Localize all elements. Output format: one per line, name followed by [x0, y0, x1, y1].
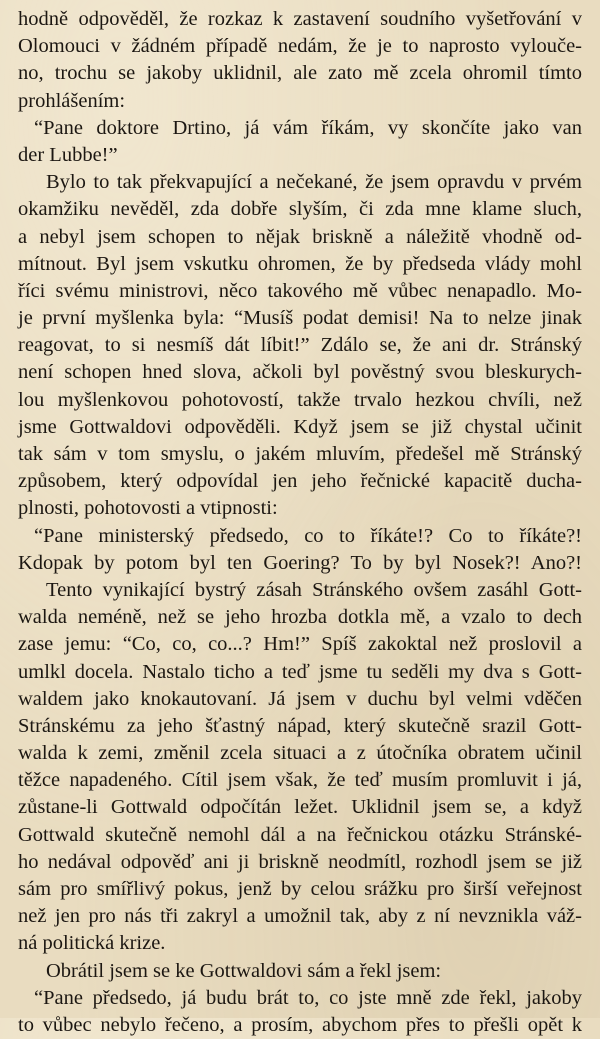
text-line: ho nedával odpověď ani ji briskně neodmítl, rozhodl jsem se již [18, 850, 582, 873]
text-line: než jen pro nás tři zakryl a umožnil tak, aby z ní nevznikla váž- [18, 905, 582, 928]
text-line: okamžiku nevěděl, zda dobře slyším, či zda mne klame sluch, [18, 198, 582, 221]
text-line: Olomouci v žádném případě nedám, že je to naprosto vylouče- [18, 35, 582, 58]
text-line: umlkl docela. Nastalo ticho a teď jsme tu seděli my dva s Gott- [18, 660, 582, 683]
text-line: zůstane-li Gottwald odpočítán ležet. Uklidnil jsem se, a když [18, 796, 582, 819]
text-line: není schopen hned slova, ačkoli byl pověstný svou bleskurych- [18, 361, 582, 384]
text-line: Tento vynikající bystrý zásah Stránského ovšem zasáhl Gott- [46, 578, 582, 601]
text-line: prohlášením: [18, 89, 126, 112]
paragraph-quote-gottwald [18, 115, 582, 169]
text-line: no, trochu se jakoby uklidnil, ale zato mě zcela ohromil tímto [18, 62, 582, 85]
text-line: způsobem, který odpovídal jen jeho řečnické kapacitě ducha- [18, 470, 582, 493]
text-line: a nebyl jsem schopen to nějak briskně a náležitě vhodně od- [18, 225, 582, 248]
text-line: ná politická krize. [18, 932, 166, 955]
paragraph-continuation [18, 6, 582, 115]
text-line: “Pane ministerský předsedo, co to říkáte!? Co to říkáte?! [34, 524, 582, 547]
text-line: hodně odpověděl, že rozkaz k zastavení soudního vyšetřování v [18, 8, 582, 30]
text-line: Obrátil jsem se ke Gottwaldovi sám a řekl jsem: [46, 959, 442, 982]
text-line: Stránskému za jeho šťastný nápad, který skutečně srazil Gott- [18, 714, 582, 737]
text-line: “Pane předsedo, já budu brát to, co jste mně zde řekl, jakoby [34, 986, 582, 1009]
text-line: der Lubbe!” [18, 143, 118, 166]
text-line: plnosti, pohotovosti a vtipnosti: [18, 497, 278, 520]
text-line: mítnout. Byl jsem vskutku ohromen, že by předseda vlády mohl [18, 252, 582, 275]
text-line: tak sám v tom smyslu, o jakém mluvím, předešel mě Stránský [18, 443, 582, 465]
paragraph-quote-drtina [18, 985, 582, 1039]
text-line: walda k zemi, změnil zcela situaci a z útočníka obratem učinil [18, 742, 582, 765]
text-line: “Pane doktore Drtino, já vám říkám, vy skončíte jako van [34, 116, 582, 139]
text-line: reagovat, to si nesmíš dát líbit!” Zdálo se, že ani dr. Stránský [18, 334, 582, 357]
paragraph-reaction [18, 169, 582, 522]
text-line: to vůbec nebylo řečeno, a prosím, abychom přes to přešli opět k [18, 1013, 582, 1036]
text-line: říci svému ministrovi, něco takového mě vůbec nenapadlo. Mo- [18, 279, 582, 302]
text-line: je první myšlenka byla: “Musíš podat demisi! Na to nelze jinak [18, 307, 582, 330]
paragraph-outcome [18, 577, 582, 958]
text-line: sám pro smířlivý pokus, jenž by celou srážku pro širší veřejnost [18, 878, 582, 900]
paragraph-turn [18, 958, 582, 985]
text-line: Gottwald skutečně nemohl dál a na řečnickou otázku Stránské- [18, 823, 582, 846]
text-line: Bylo to tak překvapující a nečekané, že jsem opravdu v prvém [46, 171, 582, 194]
text-line: waldem jako knokautovaní. Já jsem v duchu byl velmi vděčen [18, 687, 582, 710]
text-line: walda neméně, než se jeho hrozba dotkla mě, a vzalo to dech [18, 606, 582, 629]
paragraph-quote-stransky [18, 523, 582, 577]
text-line: zase jemu: “Co, co, co...? Hm!” Spíš zakoktal než proslovil a [18, 633, 582, 656]
text-line: jsme Gottwaldovi odpověděli. Když jsem se již chystal učinit [18, 415, 582, 438]
text-line: těžce napadeného. Cítil jsem však, že teď musím promluvit i já, [18, 769, 582, 792]
text-line: Kdopak by potom byl ten Goering? To by byl Nosek?! Ano?! [18, 551, 582, 574]
text-line: lou myšlenkovou pohotovostí, takže trvalo hezkou chvíli, než [18, 388, 582, 411]
